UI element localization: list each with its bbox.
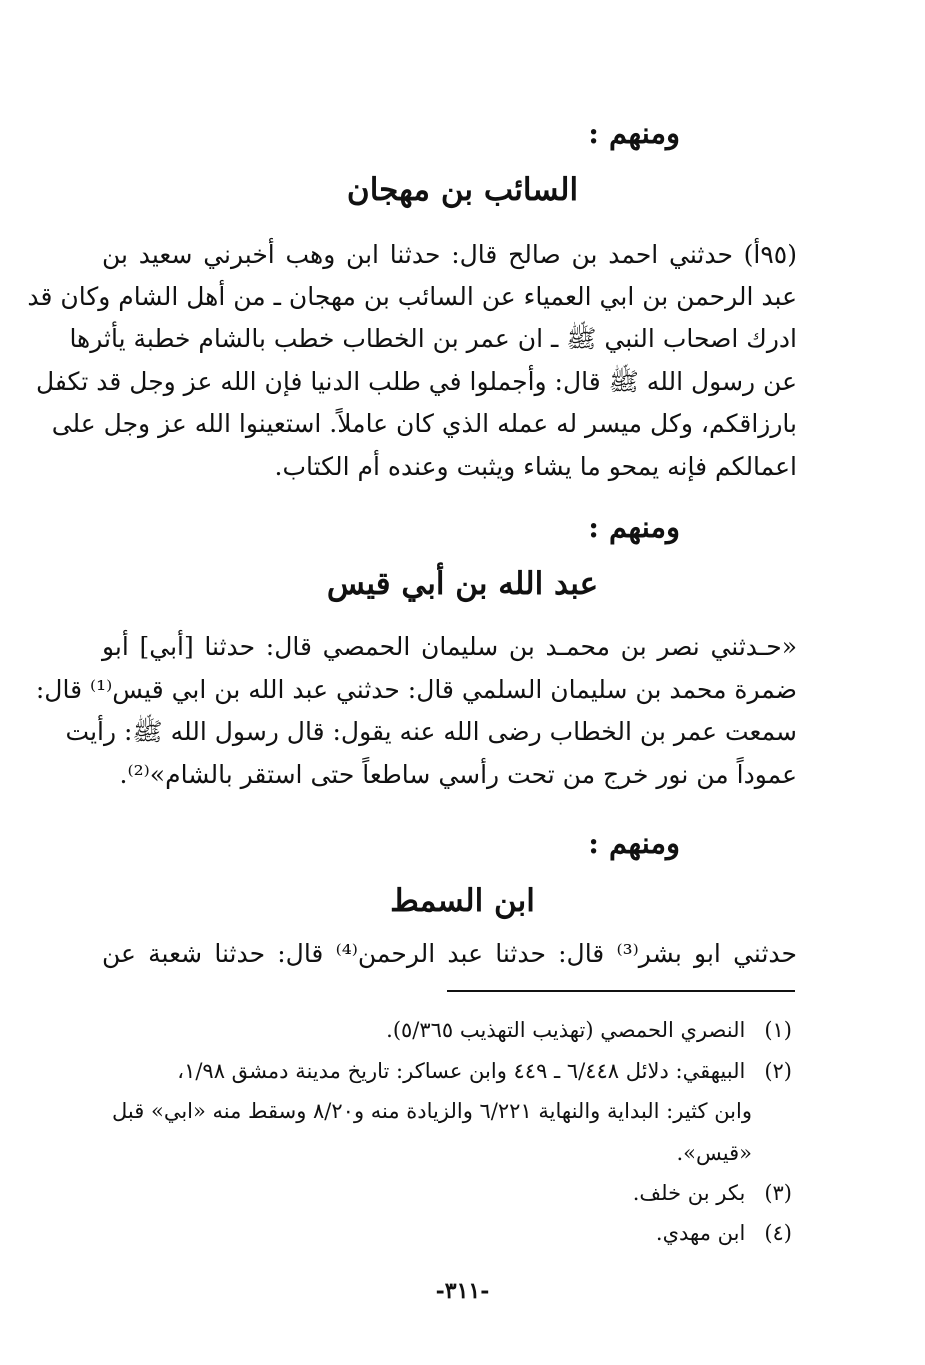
- text-line: حدثني ابو بشر⁽³⁾ قال: حدثنا عبد الرحمن⁽⁴⁾ قال: حدثنا شعبة عن: [102, 939, 798, 968]
- text-line: (٩٥أ) حدثني احمد بن صالح قال: حدثنا ابن وهب أخبرني سعيد بن: [102, 240, 797, 269]
- footnote-text: ابن مهدي.: [655, 1221, 746, 1245]
- footnote: [386, 1014, 792, 1046]
- footnote: [633, 1177, 792, 1209]
- text-line: اعمالكم فإنه يمحو ما يشاء ويثبت وعنده أم الكتاب.: [274, 452, 797, 481]
- footnote-text: النصري الحمصي (تهذيب التهذيب ٥/٣٦٥).: [386, 1018, 746, 1042]
- text-line: بارزاقكم، وكل ميسر له عمله الذي كان عاملاً. استعينوا الله عز وجل على: [51, 409, 797, 438]
- footnote-continuation: [112, 1095, 752, 1127]
- text-line: ادرك اصحاب النبي ﷺ ـ ان عمر بن الخطاب خطب بالشام خطبة يأثرها: [69, 324, 797, 353]
- section-label: ومنهم :: [588, 826, 680, 860]
- section-label: ومنهم :: [588, 116, 680, 150]
- text-line: عموداً من نور خرج من تحت رأسي ساطعاً حتى استقر بالشام»⁽²⁾.: [119, 760, 797, 789]
- text-line: سمعت عمر بن الخطاب رضى الله عنه يقول: قال رسول الله ﷺ: رأيت: [65, 717, 797, 746]
- footnote-continuation: [676, 1137, 752, 1169]
- section-label: ومنهم :: [588, 510, 680, 544]
- page-number: -٣١١-: [435, 1278, 490, 1304]
- footnote: [656, 1217, 792, 1249]
- section-heading: عبد الله بن أبي قيس: [326, 566, 599, 602]
- footnote-divider: [447, 990, 795, 992]
- footnote-text: البيهقي: دلائل ٦/٤٤٨ ـ ٤٤٩ وابن عساكر: تاريخ مدينة دمشق ١/٩٨،: [177, 1059, 746, 1083]
- footnote-text: بكر بن خلف.: [632, 1181, 746, 1205]
- text-line: عن رسول الله ﷺ قال: وأجملوا في طلب الدنيا فإن الله عز وجل قد تكفل: [35, 367, 797, 396]
- footnote-number: (٣): [764, 1181, 792, 1205]
- text-line: ضمرة محمد بن سليمان السلمي قال: حدثني عبد الله بن ابي قيس⁽¹⁾ قال:: [35, 675, 797, 704]
- section-heading: ابن السمط: [390, 883, 535, 919]
- footnote: [177, 1055, 792, 1087]
- footnote-number: (١): [764, 1018, 792, 1042]
- section-heading: السائب بن مهجان: [346, 172, 579, 208]
- footnote-text: وابن كثير: البداية والنهاية ٦/٢٢١ والزيادة منه و٨/٢٠ وسقط منه «ابي» قبل: [112, 1099, 752, 1123]
- text-line: عبد الرحمن بن ابي العمياء عن السائب بن مهجان ـ من أهل الشام وكان قد: [27, 282, 797, 311]
- footnote-number: (٢): [764, 1059, 792, 1083]
- footnote-text: «قيس».: [676, 1141, 752, 1165]
- footnote-number: (٤): [764, 1221, 792, 1245]
- text-line: «حـدثني نصر بن محمـد بن سليمان الحمصي قال: حدثنا [أبي] أبو: [102, 632, 797, 661]
